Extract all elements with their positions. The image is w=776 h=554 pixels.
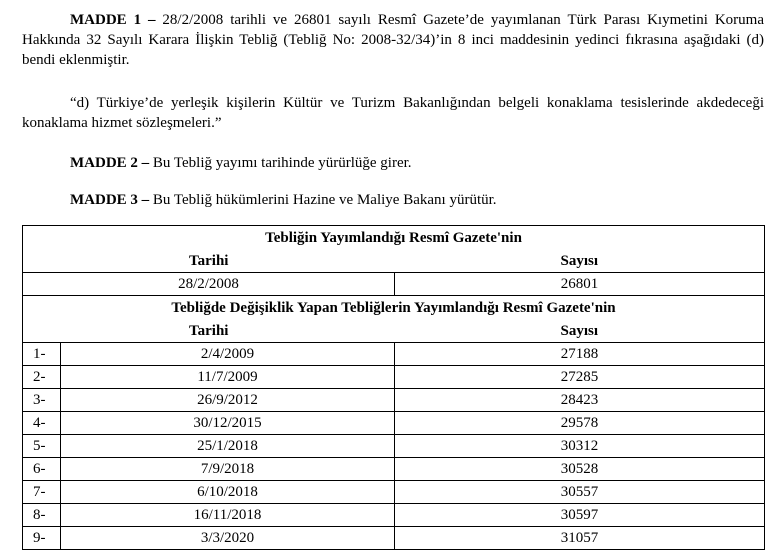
gazette-table (22, 225, 765, 550)
row-number: 4- (23, 412, 61, 435)
header-2-number-label: Sayısı (395, 320, 765, 343)
row-number: 5- (23, 435, 61, 458)
row-number-value: 30528 (395, 458, 765, 481)
row-date: 7/9/2018 (61, 458, 395, 481)
original-number: 26801 (395, 273, 765, 296)
row-number: 1- (23, 343, 61, 366)
row-date: 6/10/2018 (61, 481, 395, 504)
table-row (23, 481, 765, 504)
row-date: 25/1/2018 (61, 435, 395, 458)
row-number-value: 31057 (395, 527, 765, 550)
article-1 (22, 10, 764, 70)
header-2-date-label: Tarihi (23, 320, 395, 343)
header-1-title: Tebliğin Yayımlandığı Resmî Gazete'nin (23, 226, 765, 251)
table-row (23, 366, 765, 389)
article-3-text: Bu Tebliğ hükümlerini Hazine ve Maliye Bakanı yürütür. (149, 192, 497, 208)
row-number-value: 27188 (395, 343, 765, 366)
table-header-1-columns (23, 250, 765, 273)
row-number: 2- (23, 366, 61, 389)
row-date: 11/7/2009 (61, 366, 395, 389)
table-header-2-columns (23, 320, 765, 343)
row-number-value: 30557 (395, 481, 765, 504)
table-row (23, 458, 765, 481)
table-row (23, 504, 765, 527)
article-1-text: 28/2/2008 tarihli ve 26801 sayılı Resmî Gazete’de yayımlanan Türk Parası Kıymetini Koruma Hakkında 32 Sayılı Karara İlişkin Tebliğ (Tebliğ No: 2008-32/34)’in 8 inci maddesinin yedinci fıkrasına aşağıdaki (d) bendi eklenmiştir. (22, 12, 764, 68)
article-2 (22, 153, 764, 173)
row-number-value: 30597 (395, 504, 765, 527)
article-2-label: MADDE 2 – (70, 155, 150, 171)
article-3-label: MADDE 3 – (70, 192, 150, 208)
table-header-1 (23, 226, 765, 251)
row-date: 3/3/2020 (61, 527, 395, 550)
row-number-value: 29578 (395, 412, 765, 435)
row-number-value: 30312 (395, 435, 765, 458)
row-number: 8- (23, 504, 61, 527)
original-date: 28/2/2008 (23, 273, 395, 296)
row-number: 6- (23, 458, 61, 481)
row-number: 7- (23, 481, 61, 504)
row-date: 26/9/2012 (61, 389, 395, 412)
row-date: 30/12/2015 (61, 412, 395, 435)
table-header-2 (23, 296, 765, 321)
article-3 (22, 190, 764, 210)
quoted-clause: “d) Türkiye’de yerleşik kişilerin Kültür ve Turizm Bakanlığından belgeli konaklama tesislerinde akdedeceği konaklama hizmet sözleşmeleri.” (22, 95, 764, 131)
table-row (23, 389, 765, 412)
header-1-number-label: Sayısı (395, 250, 765, 273)
article-2-text: Bu Tebliğ yayımı tarihinde yürürlüğe girer. (149, 155, 412, 171)
table-row (23, 412, 765, 435)
original-gazette-row (23, 273, 765, 296)
table-row (23, 435, 765, 458)
row-number: 9- (23, 527, 61, 550)
table-row (23, 343, 765, 366)
table-row (23, 527, 765, 550)
row-number-value: 27285 (395, 366, 765, 389)
row-date: 2/4/2009 (61, 343, 395, 366)
article-1-label: MADDE 1 – (70, 12, 156, 28)
row-number-value: 28423 (395, 389, 765, 412)
header-2-title: Tebliğde Değişiklik Yapan Tebliğlerin Yayımlandığı Resmî Gazete'nin (23, 296, 765, 321)
row-number: 3- (23, 389, 61, 412)
row-date: 16/11/2018 (61, 504, 395, 527)
header-1-date-label: Tarihi (23, 250, 395, 273)
